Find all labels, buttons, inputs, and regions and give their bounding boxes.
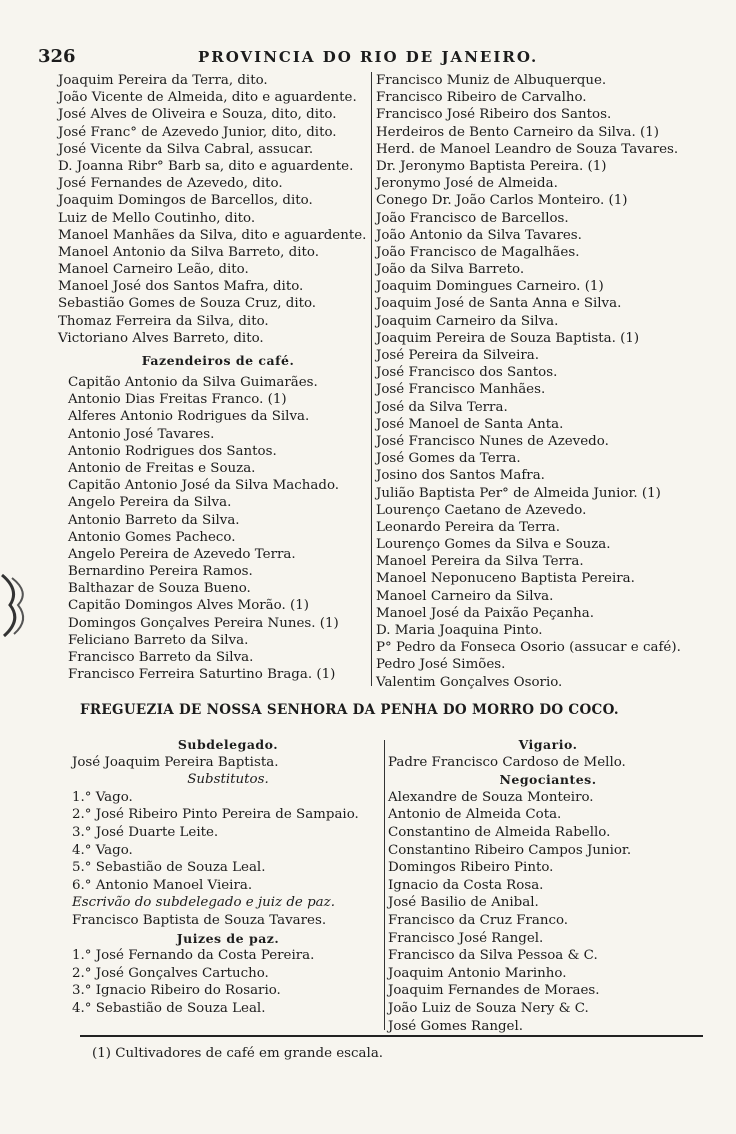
page-edge-ornament xyxy=(0,570,36,640)
list-item: Alferes Antonio Rodrigues da Silva. xyxy=(68,409,310,425)
list-item: 1.° Vago. xyxy=(72,789,133,805)
list-item: 3.° Ignacio Ribeiro do Rosario. xyxy=(72,983,281,999)
fazendeiros-list xyxy=(68,374,368,683)
list-item: Leonardo Pereira da Terra. xyxy=(376,519,561,535)
list-item: José Gomes da Terra. xyxy=(376,451,521,467)
substitutos-list xyxy=(72,789,384,895)
list-item: Francisco José Rangel. xyxy=(388,930,544,946)
list-item: Pedro José Simões. xyxy=(376,657,506,673)
list-item: D. Maria Joaquina Pinto. xyxy=(376,623,543,638)
escrivao-name: Francisco Baptista de Souza Tavares. xyxy=(72,912,327,928)
list-item: Antonio de Freitas e Souza. xyxy=(68,460,256,476)
list-item: Manoel José dos Santos Mafra, dito. xyxy=(58,279,304,295)
list-item: José Francisco Nunes de Azevedo. xyxy=(376,433,609,449)
list-item: Luiz de Mello Coutinho, dito. xyxy=(58,210,256,226)
list-item: Balthazar de Souza Bueno. xyxy=(68,581,251,597)
vigario-name: Padre Francisco Cardoso de Mello. xyxy=(388,754,626,770)
list-item: Antonio Gomes Pacheco. xyxy=(68,529,236,545)
list-item: Thomaz Ferreira da Silva, dito. xyxy=(58,313,269,329)
juizes-title: Juizes de paz. xyxy=(176,930,280,946)
list-item: 4.° Sebastião de Souza Leal. xyxy=(72,1000,266,1016)
list-item: 6.° Antonio Manoel Vieira. xyxy=(72,877,253,893)
list-item: Capitão Domingos Alves Morão. (1) xyxy=(68,598,309,614)
list-item: Josino dos Santos Mafra. xyxy=(376,468,545,484)
list-item: D. Joanna Ribr° Barb sa, dito e aguardente. xyxy=(58,158,354,174)
list-item: Manoel Neponuceno Baptista Pereira. xyxy=(376,571,635,587)
subdelegado-title: Subdelegado. xyxy=(177,737,279,752)
list-item: Manoel Pereira da Silva Terra. xyxy=(376,554,584,570)
top-right-list xyxy=(376,72,681,691)
list-item: José Franc° de Azevedo Junior, dito, dito. xyxy=(58,124,337,140)
list-item: Joaquim Fernandes de Moraes. xyxy=(388,983,600,999)
list-item: José Vicente da Silva Cabral, assucar. xyxy=(58,141,314,157)
vigario-title: Vigario. xyxy=(518,737,578,752)
footnote: (1) Cultivadores de café em grande escala. xyxy=(92,1046,384,1061)
list-item: José Francisco Manhães. xyxy=(376,382,546,398)
list-item: Valentim Gonçalves Osorio. xyxy=(376,674,563,690)
list-item: Constantino Ribeiro Campos Junior. xyxy=(388,842,632,858)
list-item: Herdeiros de Bento Carneiro da Silva. (1) xyxy=(376,124,659,140)
list-item: Antonio de Almeida Cota. xyxy=(388,807,562,823)
list-item: Manoel José da Paixão Peçanha. xyxy=(376,605,594,621)
freguezia-right-column xyxy=(388,736,708,1035)
freguezia-left-column xyxy=(72,736,384,1018)
list-item: João da Silva Barreto. xyxy=(376,262,525,278)
list-item: Francisco da Cruz Franco. xyxy=(388,912,569,928)
fazendeiros-title: Fazendeiros de café. xyxy=(141,353,295,368)
list-item: Angelo Pereira de Azevedo Terra. xyxy=(68,546,296,562)
negociantes-title: Negociantes. xyxy=(499,772,597,788)
page-header xyxy=(38,46,688,68)
list-item: João Antonio da Silva Tavares. xyxy=(376,227,582,243)
list-item: Joaquim Carneiro da Silva. xyxy=(376,313,559,329)
list-item: Herd. de Manoel Leandro de Souza Tavares. xyxy=(376,141,679,157)
list-item: José Gomes Rangel. xyxy=(388,1018,524,1034)
list-item: José Alves de Oliveira e Souza, dito, dito. xyxy=(58,107,337,123)
subdelegado-name: José Joaquim Pereira Baptista. xyxy=(72,754,279,770)
list-item: Lourenço Gomes da Silva e Souza. xyxy=(376,537,611,553)
substitutos-title: Substitutos. xyxy=(187,772,269,788)
list-item: José Basilio de Anibal. xyxy=(388,895,539,911)
list-item: Victoriano Alves Barreto, dito. xyxy=(58,330,264,346)
list-item: Domingos Ribeiro Pinto. xyxy=(388,860,554,876)
list-item: João Francisco de Magalhães. xyxy=(376,244,580,260)
list-item: Julião Baptista Per° de Almeida Junior. (1) xyxy=(376,485,661,501)
list-item: Manoel Antonio da Silva Barreto, dito. xyxy=(58,244,319,260)
list-item: Capitão Antonio José da Silva Machado. xyxy=(68,478,340,494)
list-item: Constantino de Almeida Rabello. xyxy=(388,824,611,840)
list-item: Bernardino Pereira Ramos. xyxy=(68,564,253,580)
list-item: José da Silva Terra. xyxy=(376,399,508,415)
list-item: Manoel Manhães da Silva, dito e aguardente. xyxy=(58,227,367,243)
list-item: Manoel Carneiro Leão, dito. xyxy=(58,262,249,278)
footnote-rule xyxy=(80,1035,703,1037)
list-item: Francisco Muniz de Albuquerque. xyxy=(376,73,607,88)
list-item: José Manoel de Santa Anta. xyxy=(376,416,564,432)
list-item: Joaquim Antonio Marinho. xyxy=(388,965,567,981)
list-item: 4.° Vago. xyxy=(72,842,133,858)
list-item: João Francisco de Barcellos. xyxy=(376,210,569,226)
list-item: Antonio Dias Freitas Franco. (1) xyxy=(68,392,287,408)
list-item: Joaquim Pereira da Terra, dito. xyxy=(58,73,268,88)
list-item: Ignacio da Costa Rosa. xyxy=(388,877,544,893)
list-item: Joaquim Domingues Carneiro. (1) xyxy=(376,279,604,295)
list-item: Domingos Gonçalves Pereira Nunes. (1) xyxy=(68,615,339,631)
list-item: Capitão Antonio da Silva Guimarães. xyxy=(68,375,318,390)
escrivao-title: Escrivão do subdelegado e juiz de paz. xyxy=(72,895,335,911)
list-item: João Vicente de Almeida, dito e aguardente. xyxy=(58,90,357,106)
list-item: José Francisco dos Santos. xyxy=(376,365,558,381)
juizes-list xyxy=(72,947,384,1017)
list-item: Joaquim Domingos de Barcellos, dito. xyxy=(58,193,313,209)
list-item: Dr. Jeronymo Baptista Pereira. (1) xyxy=(376,158,607,174)
list-item: Antonio José Tavares. xyxy=(68,426,215,442)
top-left-list xyxy=(58,72,366,347)
page-number: 326 xyxy=(38,46,76,67)
list-item: Feliciano Barreto da Silva. xyxy=(68,632,249,648)
list-item: Joaquim José de Santa Anna e Silva. xyxy=(376,296,622,312)
column-divider xyxy=(371,72,372,686)
list-item: Angelo Pereira da Silva. xyxy=(68,495,232,511)
list-item: Alexandre de Souza Monteiro. xyxy=(388,789,594,805)
list-item: 3.° José Duarte Leite. xyxy=(72,824,219,840)
list-item: Francisco Ferreira Saturtino Braga. (1) xyxy=(68,667,336,683)
running-title: PROVINCIA DO RIO DE JANEIRO. xyxy=(198,48,539,66)
list-item: Francisco Ribeiro de Carvalho. xyxy=(376,90,587,106)
list-item: Jeronymo José de Almeida. xyxy=(376,176,558,192)
list-item: P° Pedro da Fonseca Osorio (assucar e café). xyxy=(376,640,681,656)
list-item: Francisco José Ribeiro dos Santos. xyxy=(376,107,612,123)
list-item: 2.° José Ribeiro Pinto Pereira de Sampaio. xyxy=(72,807,359,823)
column-divider-lower xyxy=(384,740,385,1030)
list-item: Joaquim Pereira de Souza Baptista. (1) xyxy=(376,330,640,346)
list-item: José Pereira da Silveira. xyxy=(376,348,540,363)
list-item: João Luiz de Souza Nery & C. xyxy=(388,1000,589,1016)
negociantes-list xyxy=(388,789,708,1035)
list-item: Antonio Barreto da Silva. xyxy=(68,512,240,528)
list-item: Conego Dr. João Carlos Monteiro. (1) xyxy=(376,193,628,209)
list-item: Antonio Rodrigues dos Santos. xyxy=(68,443,277,459)
list-item: Francisco da Silva Pessoa & C. xyxy=(388,948,598,964)
freguezia-title: FREGUEZIA DE NOSSA SENHORA DA PENHA DO MORRO DO COCO. xyxy=(80,702,619,718)
list-item: Lourenço Caetano de Azevedo. xyxy=(376,502,587,518)
fazendeiros-section xyxy=(68,352,368,683)
list-item: Manoel Carneiro da Silva. xyxy=(376,588,554,604)
list-item: 1.° José Fernando da Costa Pereira. xyxy=(72,948,315,964)
list-item: Sebastião Gomes de Souza Cruz, dito. xyxy=(58,296,317,312)
list-item: 5.° Sebastião de Souza Leal. xyxy=(72,860,266,876)
list-item: Francisco Barreto da Silva. xyxy=(68,650,254,665)
list-item: 2.° José Gonçalves Cartucho. xyxy=(72,965,269,981)
list-item: José Fernandes de Azevedo, dito. xyxy=(58,176,283,192)
